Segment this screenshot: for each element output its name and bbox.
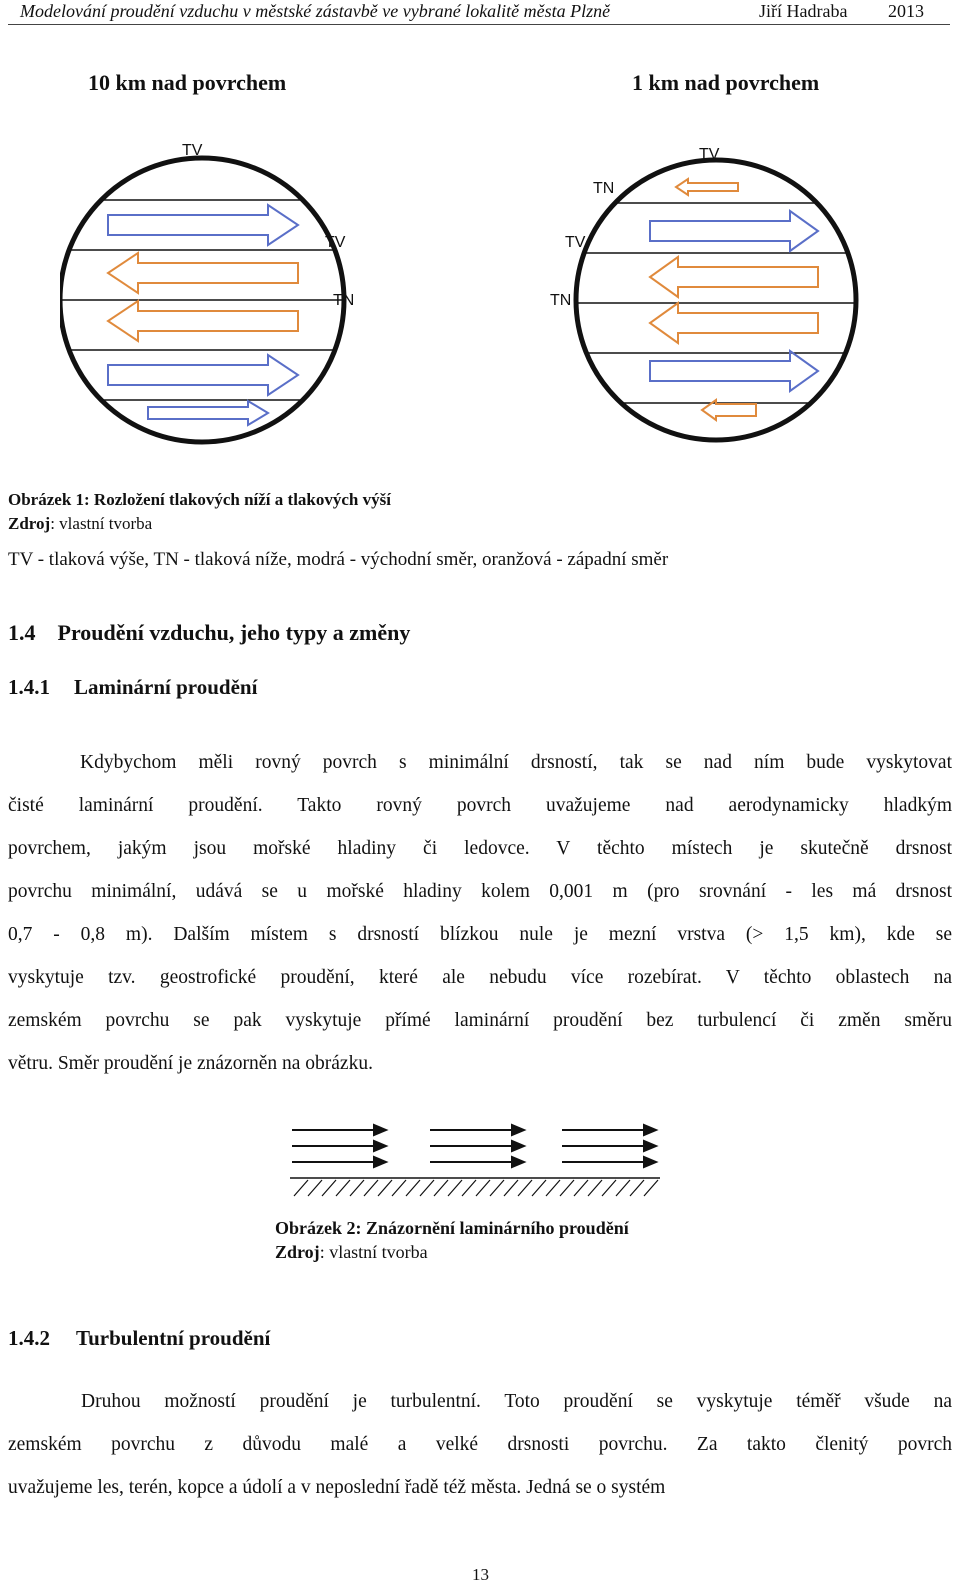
paragraph-line: uvažujeme les, terén, kopce a údolí a v neposlední řadě též města. Jedná se o systém <box>8 1477 666 1498</box>
east-arrow <box>650 211 818 251</box>
west-arrow <box>108 301 298 341</box>
paragraph-line: zemském povrchu z důvodu malé a velké drsnosti povrchu. Za takto členitý povrch <box>8 1434 952 1455</box>
figure1-source-value: : vlastní tvorba <box>50 514 153 533</box>
figure1-caption-label: Obrázek 1: Rozložení tlakových níží a tlakových výší <box>8 490 391 509</box>
label-tv-mid: TV <box>565 234 586 251</box>
west-arrow <box>108 253 298 293</box>
figure1-right-diagram <box>540 135 880 455</box>
figure2-caption-label: Obrázek 2: Znázornění laminárního proudění <box>275 1218 629 1238</box>
figure2-diagram <box>290 1120 670 1200</box>
figure1-left-heading: 10 km nad povrchem <box>88 70 287 95</box>
paragraph-line: povrchem, jakým jsou mořské hladiny či ledovce. V těchto místech je skutečně drsnost <box>8 838 952 859</box>
section-1-4-1-heading <box>8 675 257 700</box>
west-arrow <box>676 179 738 195</box>
east-arrow <box>108 355 298 395</box>
paragraph-line: zemském povrchu se pak vyskytuje přímé laminární proudění bez turbulencí či změn směru <box>8 1010 952 1031</box>
figure1-legend: TV - tlaková výše, TN - tlaková níže, modrá - východní směr, oranžová - západní směr <box>8 549 669 570</box>
west-arrow <box>650 257 818 297</box>
header-year: 2013 <box>888 1 924 21</box>
subsection-number: 1.4.2 <box>8 1326 50 1350</box>
section-1-4-heading <box>8 620 410 646</box>
subsection-title: Turbulentní proudění <box>76 1326 271 1350</box>
section-1-4-2-heading <box>8 1326 270 1351</box>
figure1-caption <box>8 488 391 536</box>
figure1-source-label: Zdroj <box>8 514 51 533</box>
globe-outline <box>576 160 856 440</box>
figure1-right-heading: 1 km nad povrchem <box>632 70 820 95</box>
label-tn: TN <box>333 292 355 309</box>
page-number: 13 <box>472 1565 489 1584</box>
figure2-source-label: Zdroj <box>275 1242 320 1262</box>
east-arrow <box>108 205 298 245</box>
section-number: 1.4 <box>8 620 36 645</box>
header-title: Modelování proudění vzduchu v městské zástavbě ve vybrané lokalitě města Plzně <box>20 1 611 21</box>
label-tn-top: TN <box>593 180 615 197</box>
paragraph-line: 0,7 - 0,8 m). Dalším místem s drsností blízkou nule je mezní vrstva (> 1,5 km), kde se <box>8 924 952 945</box>
figure2-source-value: : vlastní tvorba <box>319 1242 428 1262</box>
label-tv-top: TV <box>699 146 720 163</box>
paragraph-line: povrchu minimální, udává se u mořské hladiny kolem 0,001 m (pro srovnání - les má drsnost <box>8 881 952 902</box>
paragraph-line: Druhou možností proudění je turbulentní. Toto proudění se vyskytuje téměř všude na <box>81 1391 952 1412</box>
subsection-number: 1.4.1 <box>8 675 50 699</box>
figure1-left-diagram <box>60 135 400 455</box>
header-author: Jiří Hadraba <box>759 1 848 21</box>
figure2-caption <box>275 1216 629 1264</box>
paragraph-line: vyskytuje tzv. geostrofické proudění, které ale nebudu více rozebírat. V těchto oblastech na <box>8 967 952 988</box>
paragraph-line: větru. Směr proudění je znázorněn na obrázku. <box>8 1053 373 1074</box>
section-1-4-1-paragraph <box>8 741 952 1085</box>
label-tn-mid: TN <box>550 292 572 309</box>
section-title: Proudění vzduchu, jeho typy a změny <box>57 620 411 645</box>
east-arrow <box>650 351 818 391</box>
paragraph-line: čisté laminární proudění. Takto rovný povrch uvažujeme nad aerodynamicky hladkým <box>8 795 952 816</box>
section-1-4-2-paragraph <box>8 1380 952 1509</box>
label-tv-mid: TV <box>325 234 346 251</box>
subsection-title: Laminární proudění <box>74 675 258 699</box>
label-tv-top: TV <box>182 142 203 159</box>
east-arrow <box>148 401 268 425</box>
paragraph-line: Kdybychom měli rovný povrch s minimální drsností, tak se nad ním bude vyskytovat <box>80 752 952 773</box>
running-header <box>8 0 950 25</box>
west-arrow <box>650 303 818 343</box>
west-arrow <box>702 400 756 420</box>
ground-hatching <box>294 1180 658 1196</box>
